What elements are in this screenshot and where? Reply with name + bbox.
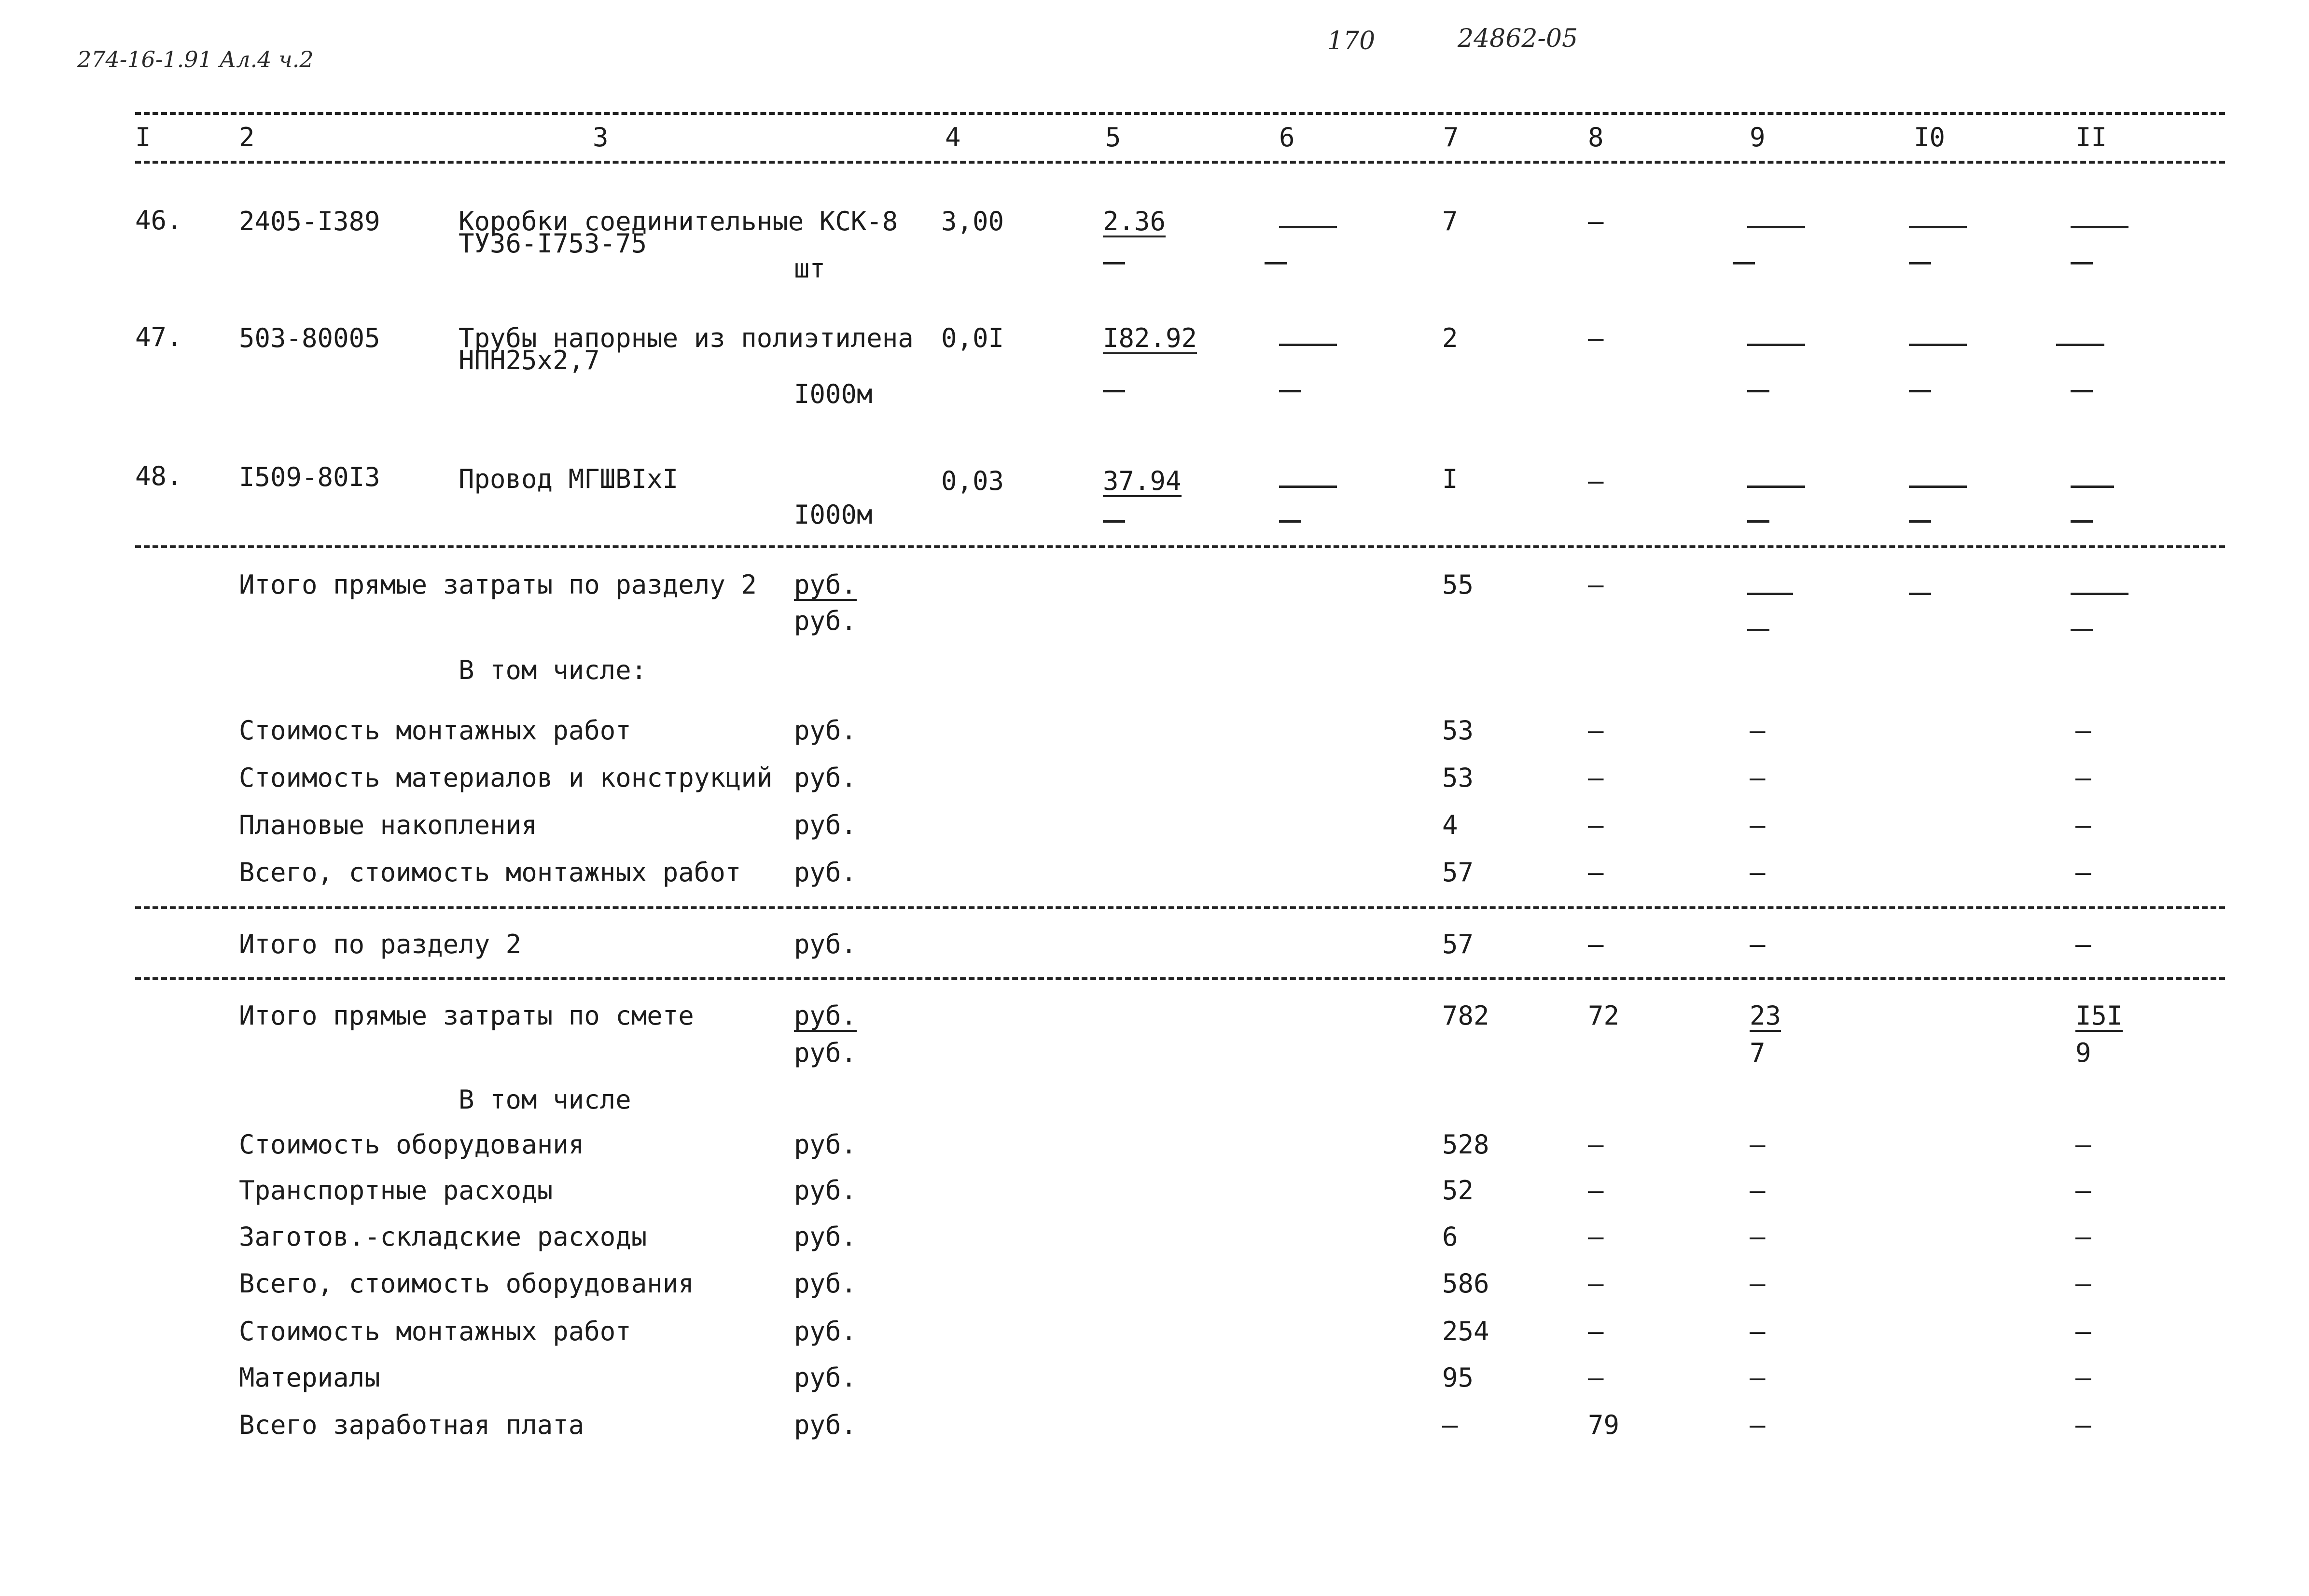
col9-value: –	[1750, 1129, 1766, 1160]
col-header-2: 2	[239, 122, 255, 153]
col8-value: –	[1588, 206, 1604, 236]
unit-label: руб.	[794, 1000, 857, 1031]
col11-value: –	[2075, 810, 2091, 840]
item-unit: шт	[794, 253, 826, 284]
col7-value: 2	[1442, 323, 1458, 353]
dash-placeholder	[1909, 579, 1931, 605]
row-number: 47.	[135, 322, 182, 352]
item-unit: I000м	[794, 500, 873, 530]
col9-value: –	[1750, 1410, 1766, 1440]
col7-value: 57	[1442, 857, 1474, 888]
dash-placeholder	[1909, 212, 1967, 238]
price-code: 2405-I389	[239, 206, 380, 236]
dash-placeholder	[1265, 249, 1287, 275]
dash-placeholder	[1279, 472, 1337, 498]
col8-value: –	[1588, 1362, 1604, 1393]
dash-placeholder	[1279, 507, 1301, 533]
col9-value-bottom: 7	[1750, 1038, 1766, 1068]
col8-value: –	[1588, 1316, 1604, 1346]
unit-label: руб.	[794, 1221, 857, 1252]
col7-value: I	[1442, 464, 1458, 494]
col-header-10: I0	[1914, 122, 1946, 153]
unit-price: 37.94	[1103, 466, 1182, 496]
col-header-1: I	[135, 122, 151, 153]
row-number: 48.	[135, 461, 182, 491]
document-number: 24862-05	[1458, 24, 1578, 53]
col11-value: –	[2075, 1175, 2091, 1206]
dash-placeholder	[1909, 376, 1931, 402]
row-label: Всего, стоимость монтажных работ	[239, 857, 741, 888]
col11-value: –	[2075, 857, 2091, 888]
col9-value: –	[1750, 1316, 1766, 1346]
col-header-6: 6	[1279, 122, 1295, 153]
col-header-4: 4	[945, 122, 961, 153]
row-label: Стоимость монтажных работ	[239, 1316, 631, 1346]
handwritten-code: 274-16-1.91 Ал.4 ч.2	[77, 46, 314, 72]
col11-value: –	[2075, 1316, 2091, 1346]
item-name: Коробки соединительные КСК-8	[459, 206, 898, 236]
col9-value: –	[1750, 715, 1766, 746]
incl-heading: В том числе	[459, 1084, 631, 1115]
col8-value: –	[1588, 810, 1604, 840]
col7-value: 4	[1442, 810, 1458, 840]
dash-placeholder	[1279, 376, 1301, 402]
col9-value: –	[1750, 810, 1766, 840]
col7-value: 782	[1442, 1000, 1489, 1031]
col11-value: –	[2075, 763, 2091, 793]
unit-label: руб.	[794, 810, 857, 840]
price-code: 503-80005	[239, 323, 380, 353]
dash-placeholder	[2071, 507, 2093, 533]
dash-placeholder	[1103, 249, 1125, 275]
col7-value: 6	[1442, 1221, 1458, 1252]
section-divider	[135, 906, 2225, 909]
col9-value: –	[1750, 1362, 1766, 1393]
item-spec: ТУ36-I753-75	[459, 228, 647, 259]
col11-value: –	[2075, 1362, 2091, 1393]
unit-label: руб.	[794, 606, 857, 636]
dash-placeholder	[1733, 249, 1755, 275]
dash-placeholder	[2071, 579, 2128, 605]
dash-placeholder	[2071, 212, 2128, 238]
header-divider-bottom	[135, 161, 2225, 164]
col8-value: –	[1588, 1129, 1604, 1160]
unit-label: руб.	[794, 763, 857, 793]
unit-label: руб.	[794, 929, 857, 959]
col9-value: –	[1750, 857, 1766, 888]
item-unit: I000м	[794, 379, 873, 409]
dash-placeholder	[1103, 376, 1125, 402]
row-label: Стоимость оборудования	[239, 1129, 584, 1160]
item-name: Провод МГШВIхI	[459, 464, 679, 494]
unit-label: руб.	[794, 1316, 857, 1346]
col7-value: 254	[1442, 1316, 1489, 1346]
dash-placeholder	[2071, 376, 2093, 402]
col7-value: –	[1442, 1410, 1458, 1440]
col8-value: –	[1588, 1175, 1604, 1206]
row-label: Плановые накопления	[239, 810, 537, 840]
dash-placeholder	[1909, 249, 1931, 275]
row-label: Заготов.-складские расходы	[239, 1221, 647, 1252]
col9-value: –	[1750, 1268, 1766, 1299]
row-label: Итого по разделу 2	[239, 929, 522, 959]
col8-value: –	[1588, 1268, 1604, 1299]
header-divider-top	[135, 112, 2225, 115]
col8-value: –	[1588, 466, 1604, 496]
unit-label: руб.	[794, 715, 857, 746]
page-number: 170	[1327, 27, 1376, 56]
item-quantity: 0,03	[941, 466, 1004, 496]
col7-value: 57	[1442, 929, 1474, 959]
section-divider	[135, 977, 2225, 980]
col8-value: –	[1588, 569, 1604, 600]
unit-label: руб.	[794, 1410, 857, 1440]
col8-value: –	[1588, 715, 1604, 746]
dash-placeholder	[1747, 212, 1805, 238]
col11-value-bottom: 9	[2075, 1038, 2091, 1068]
col-header-11: II	[2075, 122, 2107, 153]
row-label: Всего заработная плата	[239, 1410, 584, 1440]
dash-placeholder	[1279, 212, 1337, 238]
unit-label: руб.	[794, 1362, 857, 1393]
unit-label: руб.	[794, 569, 857, 600]
unit-label: руб.	[794, 857, 857, 888]
dash-placeholder	[1909, 472, 1967, 498]
dash-placeholder	[1909, 330, 1967, 356]
section-divider	[135, 545, 2225, 548]
col7-value: 53	[1442, 715, 1474, 746]
col11-value: –	[2075, 1221, 2091, 1252]
col7-value: 95	[1442, 1362, 1474, 1393]
col7-value: 52	[1442, 1175, 1474, 1206]
col-header-7: 7	[1443, 122, 1459, 153]
unit-price: 2.36	[1103, 206, 1166, 236]
total-label: Итого прямые затраты по смете	[239, 1000, 694, 1031]
col9-value: –	[1750, 929, 1766, 959]
dash-placeholder	[1747, 330, 1805, 356]
item-quantity: 3,00	[941, 206, 1004, 236]
col7-value: 53	[1442, 763, 1474, 793]
col9-value: –	[1750, 1221, 1766, 1252]
dash-placeholder	[1747, 507, 1769, 533]
row-label: Стоимость материалов и конструкций	[239, 763, 773, 793]
col-header-5: 5	[1105, 122, 1121, 153]
item-name: Трубы напорные из полиэтилена	[459, 323, 914, 353]
row-label: Транспортные расходы	[239, 1175, 553, 1206]
col-header-8: 8	[1588, 122, 1604, 153]
unit-label: руб.	[794, 1038, 857, 1068]
dash-placeholder	[2071, 472, 2114, 498]
row-label: Материалы	[239, 1362, 380, 1393]
dash-placeholder	[2071, 615, 2093, 641]
col8-value: –	[1588, 929, 1604, 959]
col7-value: 7	[1442, 206, 1458, 236]
dash-placeholder	[1747, 376, 1769, 402]
unit-label: руб.	[794, 1268, 857, 1299]
col7-value: 586	[1442, 1268, 1489, 1299]
dash-placeholder	[1103, 507, 1125, 533]
col9-value: –	[1750, 1175, 1766, 1206]
col8-value: –	[1588, 763, 1604, 793]
col7-value: 528	[1442, 1129, 1489, 1160]
dash-placeholder	[2071, 249, 2093, 275]
dash-placeholder	[1747, 579, 1793, 605]
incl-heading: В том числе:	[459, 655, 647, 685]
col7-value: 55	[1442, 569, 1474, 600]
row-label: Всего, стоимость оборудования	[239, 1268, 694, 1299]
col11-value-top: I5I	[2075, 1000, 2123, 1031]
col11-value: –	[2075, 715, 2091, 746]
unit-price: I82.92	[1103, 323, 1197, 353]
col-header-3: 3	[593, 122, 609, 153]
col8-value: 72	[1588, 1000, 1620, 1031]
col9-value-top: 23	[1750, 1000, 1781, 1031]
col8-value: –	[1588, 323, 1604, 353]
total-label: Итого прямые затраты по разделу 2	[239, 569, 757, 600]
col9-value: –	[1750, 763, 1766, 793]
item-spec: НПН25х2,7	[459, 345, 600, 375]
dash-placeholder	[2056, 330, 2104, 356]
row-label: Стоимость монтажных работ	[239, 715, 631, 746]
dash-placeholder	[1279, 330, 1337, 356]
col8-value: 79	[1588, 1410, 1620, 1440]
col11-value: –	[2075, 1129, 2091, 1160]
col8-value: –	[1588, 857, 1604, 888]
col-header-9: 9	[1750, 122, 1766, 153]
col8-value: –	[1588, 1221, 1604, 1252]
unit-label: руб.	[794, 1129, 857, 1160]
col11-value: –	[2075, 1410, 2091, 1440]
row-number: 46.	[135, 205, 182, 236]
unit-label: руб.	[794, 1175, 857, 1206]
col11-value: –	[2075, 1268, 2091, 1299]
dash-placeholder	[1747, 472, 1805, 498]
item-quantity: 0,0I	[941, 323, 1004, 353]
col11-value: –	[2075, 929, 2091, 959]
price-code: I509-80I3	[239, 462, 380, 492]
dash-placeholder	[1909, 507, 1931, 533]
dash-placeholder	[1747, 615, 1769, 641]
